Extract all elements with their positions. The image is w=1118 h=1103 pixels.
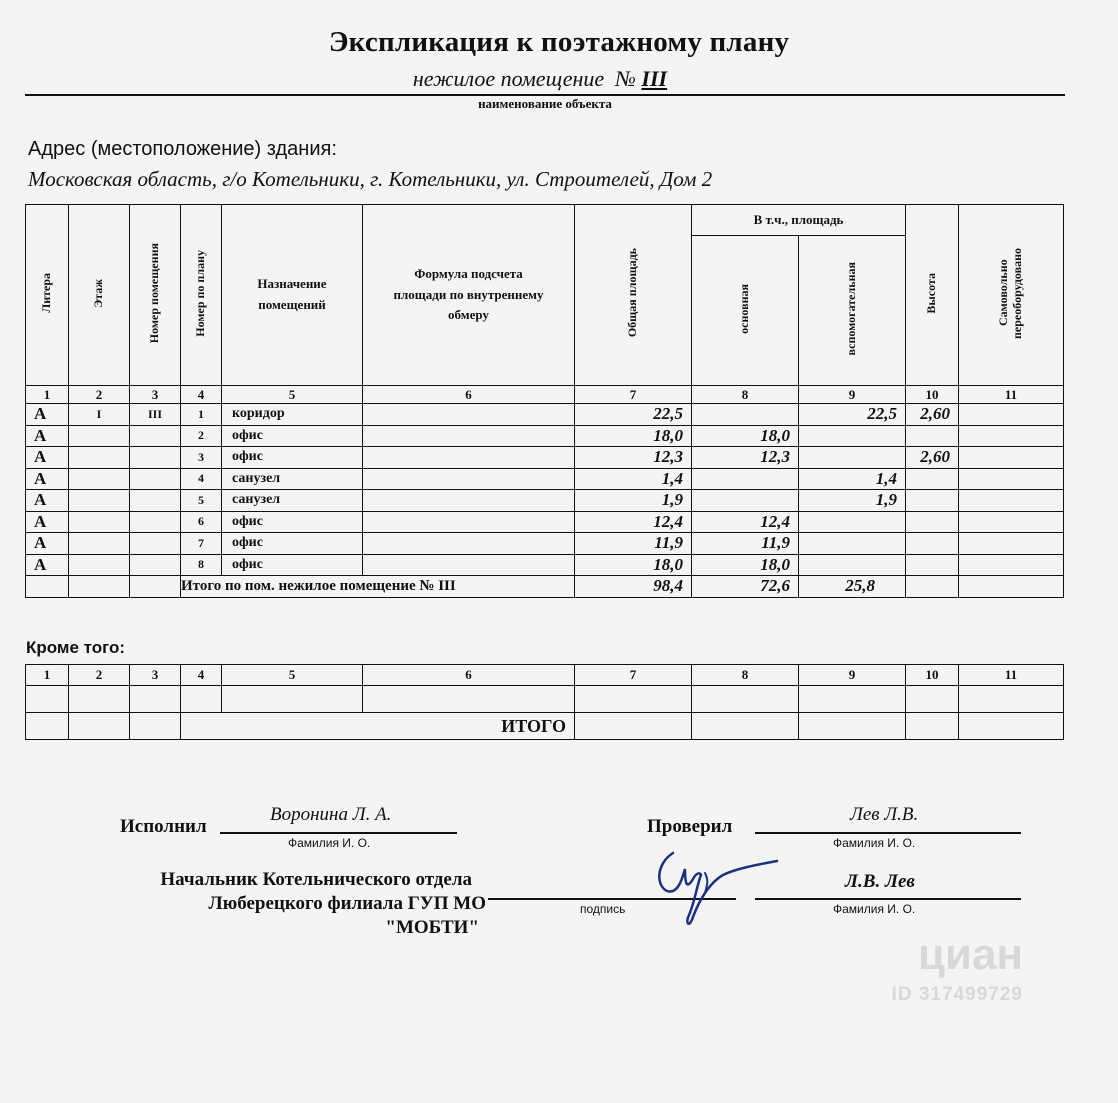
formula-cell [363,447,575,469]
floor-cell [69,490,130,512]
height-cell [906,425,959,447]
col-num: 5 [222,665,363,686]
total-area-cell: 22,5 [575,404,692,426]
total-area-cell: 18,0 [575,425,692,447]
col-num: 8 [692,386,799,404]
formula-cell [363,425,575,447]
header-incl-area: В т.ч., площадь [692,205,906,236]
litera-cell: А [26,447,69,469]
signature-caption: подпись [580,902,626,916]
header-unauthorized: Самовольно переоборудовано [959,205,1064,386]
unauthorized-cell [959,533,1064,555]
aux-area-cell [799,554,906,576]
unauthorized-cell [959,404,1064,426]
header-aux-area: вспомогательная [799,236,906,386]
litera-cell: А [26,404,69,426]
header-formula: Формула подсчета площади по внутреннему обмеру [363,205,575,386]
header-floor: Этаж [69,205,130,386]
object-caption: наименование объекта [478,96,612,111]
col-num: 10 [906,386,959,404]
checked-name: Лев Л.В. [850,804,919,825]
main-area-cell [692,490,799,512]
unauthorized-cell [959,425,1064,447]
col-num: 4 [181,386,222,404]
height-cell: 2,60 [906,447,959,469]
watermark-id: ID 317499729 [891,984,1023,1005]
floor-cell [69,425,130,447]
purpose-cell: коридор [222,404,363,426]
column-number-row [26,386,1064,404]
purpose-cell: офис [222,554,363,576]
aux-area-cell [799,425,906,447]
col-num: 5 [222,386,363,404]
total-row [26,576,1064,598]
col-num: 2 [69,665,130,686]
aux-area-cell [799,511,906,533]
total-cell-empty [130,576,181,598]
executed-fio-caption: Фамилия И. О. [288,836,371,850]
header-total-area: Общая площадь [575,205,692,386]
purpose-cell: санузел [222,468,363,490]
litera-cell: А [26,425,69,447]
plan-number-cell: 5 [181,490,222,512]
total-area-cell: 12,3 [575,447,692,469]
plan-number-cell: 6 [181,511,222,533]
col-num: 9 [799,665,906,686]
col-num: 7 [575,665,692,686]
litera-cell: А [26,468,69,490]
object-prefix: нежилое помещение [412,66,605,91]
unauthorized-cell [959,511,1064,533]
table-row [26,533,1064,555]
formula-cell [363,468,575,490]
main-area-cell: 12,4 [692,511,799,533]
aux-area-cell: 22,5 [799,404,906,426]
extra-total-label: ИТОГО [181,713,575,740]
floor-cell [69,554,130,576]
room-number-cell [130,533,181,555]
head-fio-caption: Фамилия И. О. [833,902,916,916]
aux-area-cell [799,447,906,469]
checked-rule [755,832,1021,834]
floor-cell: I [69,404,130,426]
col-num: 8 [692,665,799,686]
executed-name: Воронина Л. А. [270,804,392,825]
plan-number-cell: 4 [181,468,222,490]
document-title: Экспликация к поэтажному плану [328,26,790,58]
extra-column-number-row [26,665,1064,686]
table-row [26,447,1064,469]
total-area-cell: 1,4 [575,468,692,490]
formula-cell [363,511,575,533]
main-area-sum: 72,6 [692,576,799,598]
total-cell-empty [906,576,959,598]
total-area-cell: 11,9 [575,533,692,555]
litera-cell: А [26,533,69,555]
height-cell [906,554,959,576]
floor-cell [69,447,130,469]
table-row [26,425,1064,447]
col-num: 1 [26,665,69,686]
col-num: 2 [69,386,130,404]
unauthorized-cell [959,490,1064,512]
room-number-cell [130,511,181,533]
watermark-logo: циан [917,930,1023,979]
main-area-cell [692,404,799,426]
handwritten-signature [645,845,785,945]
explication-table [25,204,1064,598]
floor-cell [69,468,130,490]
litera-cell: А [26,511,69,533]
col-num: 6 [363,665,575,686]
main-area-cell: 11,9 [692,533,799,555]
plan-number-cell: 1 [181,404,222,426]
col-num: 11 [959,665,1064,686]
head-name: Л.В. Лев [845,871,915,892]
executed-rule [220,832,457,834]
table-row [26,554,1064,576]
aux-area-cell: 1,4 [799,468,906,490]
total-cell-empty [69,576,130,598]
plan-number-cell: 3 [181,447,222,469]
col-num: 9 [799,386,906,404]
col-num: 7 [575,386,692,404]
executed-label: Исполнил [120,816,207,837]
checked-label: Проверил [647,816,733,837]
head-title-line3: "МОБТИ" [385,917,479,938]
col-num: 6 [363,386,575,404]
litera-cell: А [26,554,69,576]
floor-cell [69,511,130,533]
extra-total-row [26,713,1064,740]
main-area-cell: 18,0 [692,425,799,447]
col-num: 1 [26,386,69,404]
room-number-cell [130,425,181,447]
height-cell [906,468,959,490]
total-cell-empty [26,576,69,598]
checked-fio-caption: Фамилия И. О. [833,836,916,850]
height-cell [906,533,959,555]
extra-blank-row [26,686,1064,713]
col-num: 11 [959,386,1064,404]
purpose-cell: санузел [222,490,363,512]
total-label: Итого по пом. нежилое помещение № III [181,576,575,598]
room-number-cell [130,554,181,576]
room-number-cell [130,468,181,490]
header-plan-number: Номер по плану [181,205,222,386]
header-room-number: Номер помещения [130,205,181,386]
aux-area-cell [799,533,906,555]
table-row [26,404,1064,426]
object-name [0,66,1080,92]
plan-number-cell: 7 [181,533,222,555]
height-cell [906,511,959,533]
room-number-cell [130,490,181,512]
header-height: Высота [906,205,959,386]
total-cell-empty [959,576,1064,598]
head-rule [755,898,1021,900]
aux-area-cell: 1,9 [799,490,906,512]
room-number-cell [130,447,181,469]
col-num: 10 [906,665,959,686]
total-area-cell: 1,9 [575,490,692,512]
room-number-cell: III [130,404,181,426]
main-area-cell: 18,0 [692,554,799,576]
table-row [26,511,1064,533]
object-number-sign: № [615,66,636,91]
main-area-cell: 12,3 [692,447,799,469]
total-area-cell: 12,4 [575,511,692,533]
unauthorized-cell [959,554,1064,576]
col-num: 3 [130,665,181,686]
data-rows [26,404,1064,576]
unauthorized-cell [959,468,1064,490]
purpose-cell: офис [222,511,363,533]
purpose-cell: офис [222,425,363,447]
height-cell: 2,60 [906,404,959,426]
address-value: Московская область, г/о Котельники, г. Котельники, ул. Строителей, Дом 2 [28,167,713,191]
litera-cell: А [26,490,69,512]
header-purpose: Назначение помещений [222,205,363,386]
header-litera: Литера [26,205,69,386]
total-area-sum: 98,4 [575,576,692,598]
formula-cell [363,404,575,426]
height-cell [906,490,959,512]
head-title-line1: Начальник Котельнического отдела [160,869,472,890]
extra-title: Кроме того: [26,638,126,657]
plan-number-cell: 2 [181,425,222,447]
purpose-cell: офис [222,533,363,555]
formula-cell [363,490,575,512]
extra-table [25,664,1064,740]
unauthorized-cell [959,447,1064,469]
col-num: 4 [181,665,222,686]
object-number: III [641,66,668,91]
formula-cell [363,533,575,555]
main-area-cell [692,468,799,490]
address-label: Адрес (местоположение) здания: [28,138,337,160]
plan-number-cell: 8 [181,554,222,576]
table-row [26,468,1064,490]
purpose-cell: офис [222,447,363,469]
header-row [26,205,1064,236]
head-title-line2: Люберецкого филиала ГУП МО [208,893,486,914]
aux-area-sum: 25,8 [799,576,906,598]
total-area-cell: 18,0 [575,554,692,576]
formula-cell [363,554,575,576]
header-main-area: основная [692,236,799,386]
table-row [26,490,1064,512]
col-num: 3 [130,386,181,404]
floor-cell [69,533,130,555]
